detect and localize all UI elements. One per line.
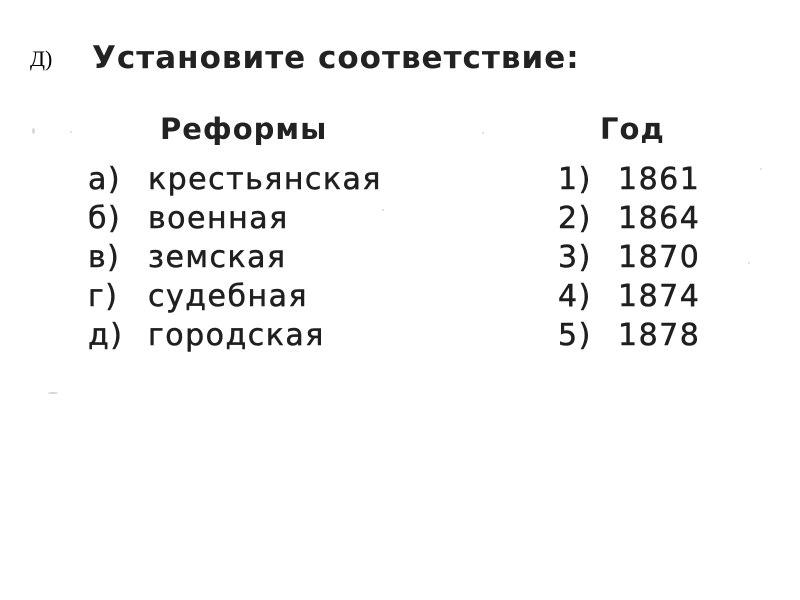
scan-speck bbox=[32, 128, 35, 134]
task-marker: Д) bbox=[30, 46, 53, 71]
year-item bbox=[558, 238, 700, 277]
year-item bbox=[558, 199, 700, 238]
reform-item-marker: б) bbox=[88, 201, 122, 236]
reform-item bbox=[88, 160, 382, 199]
year-item-label: 1864 bbox=[618, 201, 701, 236]
year-item-label: 1874 bbox=[618, 279, 701, 314]
year-item-marker: 2) bbox=[558, 201, 592, 236]
year-item-marker: 1) bbox=[558, 162, 592, 197]
reform-item bbox=[88, 277, 382, 316]
year-item-marker: 3) bbox=[558, 240, 592, 275]
scan-speck bbox=[70, 131, 72, 133]
reforms-header: Реформы bbox=[160, 112, 328, 146]
scan-speck bbox=[482, 132, 484, 134]
scan-speck bbox=[760, 168, 762, 170]
scan-speck bbox=[48, 392, 58, 394]
year-item-label: 1861 bbox=[618, 162, 701, 197]
year-item-label: 1878 bbox=[618, 318, 701, 353]
reform-item-marker: г) bbox=[88, 279, 119, 314]
reform-item bbox=[88, 316, 382, 355]
years-list bbox=[558, 160, 700, 355]
year-item bbox=[558, 160, 700, 199]
years-header: Год bbox=[600, 112, 665, 146]
reform-item bbox=[88, 199, 382, 238]
reform-item-label: крестьянская bbox=[148, 162, 382, 197]
reform-item-marker: в) bbox=[88, 240, 121, 275]
reform-item-label: земская bbox=[148, 240, 287, 275]
reform-item-marker: а) bbox=[88, 162, 122, 197]
reform-item-label: военная bbox=[148, 201, 289, 236]
reform-item bbox=[88, 238, 382, 277]
year-item-label: 1870 bbox=[618, 240, 701, 275]
year-item bbox=[558, 277, 700, 316]
reforms-list bbox=[88, 160, 382, 355]
year-item-marker: 4) bbox=[558, 279, 592, 314]
task-title: Установите соответствие: bbox=[92, 40, 580, 76]
year-item-marker: 5) bbox=[558, 318, 592, 353]
reform-item-marker: д) bbox=[88, 318, 124, 353]
reform-item-label: судебная bbox=[148, 279, 308, 314]
reform-item-label: городская bbox=[148, 318, 325, 353]
scan-speck bbox=[748, 262, 750, 264]
year-item bbox=[558, 316, 700, 355]
scan-speck bbox=[382, 209, 384, 211]
